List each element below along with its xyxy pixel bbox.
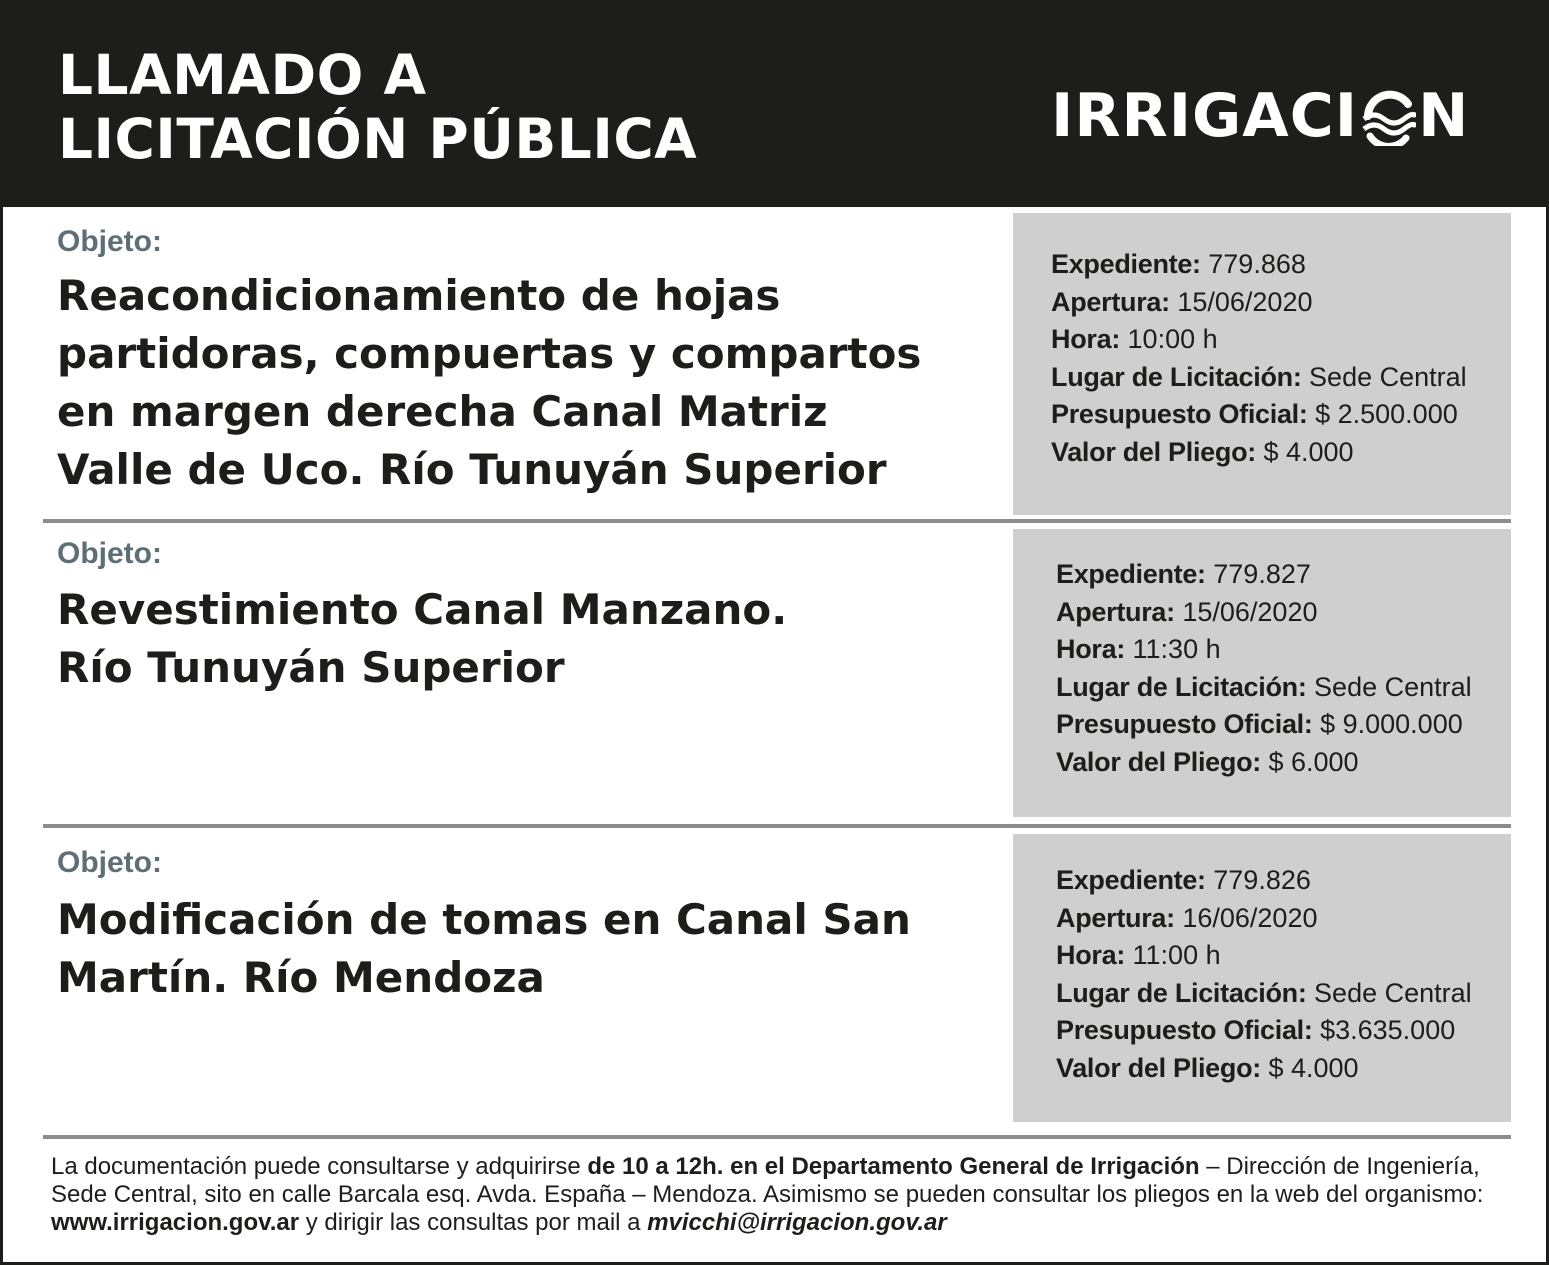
pliego-row <box>1056 1049 1359 1087</box>
pliego-value: $ 4.000 <box>1263 437 1354 467</box>
footer-text-3: y dirigir las consultas por mail a <box>299 1209 648 1236</box>
presupuesto-row <box>1051 395 1458 433</box>
hora-label: Hora: <box>1051 324 1121 354</box>
tender-details-box <box>1013 834 1511 1122</box>
footer-hours: de 10 a 12h. en el Departamento General de Irrigación <box>587 1153 1200 1180</box>
pliego-row <box>1056 743 1359 781</box>
lugar-row <box>1056 668 1472 706</box>
hora-value: 11:00 h <box>1132 940 1221 970</box>
pliego-label: Valor del Pliego: <box>1056 747 1261 777</box>
hora-row <box>1056 936 1221 974</box>
lugar-value: Sede Central <box>1314 672 1472 702</box>
objeto-line: Reacondicionamiento de hojas <box>57 271 781 320</box>
footer-text-2: – Dirección de Ingeniería, Sede Central, sito en calle Barcala esq. Avda. España – Mendoza. Asimismo se pueden consultar los pliegos en la web del organismo: <box>51 1153 1484 1208</box>
presupuesto-value: $ 2.500.000 <box>1315 399 1458 429</box>
lugar-label: Lugar de Licitación: <box>1056 672 1307 702</box>
objeto-label: Objeto: <box>57 537 162 570</box>
apertura-value: 16/06/2020 <box>1182 903 1318 933</box>
apertura-row <box>1056 593 1317 631</box>
tender-item-3 <box>43 828 1513 1128</box>
lugar-value: Sede Central <box>1309 362 1467 392</box>
expediente-label: Expediente: <box>1056 865 1206 895</box>
objeto-line: en margen derecha Canal Matriz <box>57 387 828 436</box>
presupuesto-value: $ 9.000.000 <box>1320 709 1463 739</box>
tender-item-2 <box>43 523 1513 823</box>
apertura-label: Apertura: <box>1056 597 1175 627</box>
apertura-label: Apertura: <box>1056 903 1175 933</box>
lugar-row <box>1051 358 1467 396</box>
expediente-value: 779.827 <box>1213 559 1311 589</box>
expediente-value: 779.868 <box>1208 249 1306 279</box>
hora-label: Hora: <box>1056 940 1126 970</box>
objeto-line: Revestimiento Canal Manzano. <box>57 585 788 634</box>
presupuesto-row <box>1056 705 1463 743</box>
lugar-row <box>1056 974 1472 1012</box>
apertura-label: Apertura: <box>1051 287 1170 317</box>
logo-text-start: IRRIGACI <box>1051 81 1359 151</box>
objeto-line: Río Tunuyán Superior <box>57 643 565 692</box>
email-link[interactable]: mvicchi@irrigacion.gov.ar <box>647 1209 947 1236</box>
apertura-row <box>1056 899 1317 937</box>
lugar-value: Sede Central <box>1314 978 1472 1008</box>
presupuesto-label: Presupuesto Oficial: <box>1056 1015 1313 1045</box>
logo-wave-o-icon <box>1360 86 1416 146</box>
footer-text-1: La documentación puede consultarse y adquirirse <box>51 1153 588 1180</box>
hora-value: 11:30 h <box>1132 634 1221 664</box>
pliego-label: Valor del Pliego: <box>1051 437 1256 467</box>
tender-details-box <box>1013 213 1511 515</box>
header-banner <box>3 3 1546 207</box>
title-line-2: LICITACIÓN PÚBLICA <box>58 107 698 171</box>
apertura-value: 15/06/2020 <box>1177 287 1313 317</box>
hora-label: Hora: <box>1056 634 1126 664</box>
objeto-line: Modificación de tomas en Canal San <box>57 895 911 944</box>
objeto-line: Valle de Uco. Río Tunuyán Superior <box>57 445 887 494</box>
presupuesto-value: $3.635.000 <box>1320 1015 1456 1045</box>
expediente-row <box>1056 861 1311 899</box>
hora-value: 10:00 h <box>1127 324 1218 354</box>
presupuesto-label: Presupuesto Oficial: <box>1056 709 1313 739</box>
lugar-label: Lugar de Licitación: <box>1056 978 1307 1008</box>
objeto-description <box>57 891 957 1007</box>
expediente-row <box>1056 555 1311 593</box>
expediente-label: Expediente: <box>1051 249 1201 279</box>
title-line-1: LLAMADO A <box>58 43 427 107</box>
hora-row <box>1056 630 1221 668</box>
page-title <box>58 43 697 171</box>
objeto-label: Objeto: <box>57 225 162 258</box>
expediente-value: 779.826 <box>1213 865 1311 895</box>
apertura-row <box>1051 283 1312 321</box>
lugar-label: Lugar de Licitación: <box>1051 362 1302 392</box>
objeto-label: Objeto: <box>57 846 162 879</box>
apertura-value: 15/06/2020 <box>1182 597 1318 627</box>
objeto-line: partidoras, compuertas y compartos <box>57 329 922 378</box>
expediente-row <box>1051 245 1306 283</box>
website-link[interactable]: www.irrigacion.gov.ar <box>51 1209 300 1236</box>
footer-note <box>51 1153 1491 1237</box>
section-divider <box>43 1135 1511 1139</box>
presupuesto-row <box>1056 1011 1455 1049</box>
tender-details-box <box>1013 529 1511 817</box>
pliego-row <box>1051 433 1354 471</box>
logo-text-end: N <box>1418 81 1470 151</box>
expediente-label: Expediente: <box>1056 559 1206 589</box>
pliego-value: $ 6.000 <box>1268 747 1359 777</box>
irrigacion-logo <box>1051 81 1469 151</box>
objeto-description <box>57 581 957 697</box>
pliego-label: Valor del Pliego: <box>1056 1053 1261 1083</box>
tender-item-1 <box>43 207 1513 519</box>
pliego-value: $ 4.000 <box>1268 1053 1359 1083</box>
objeto-line: Martín. Río Mendoza <box>57 953 545 1002</box>
hora-row <box>1051 320 1218 358</box>
presupuesto-label: Presupuesto Oficial: <box>1051 399 1308 429</box>
objeto-description <box>57 267 957 499</box>
